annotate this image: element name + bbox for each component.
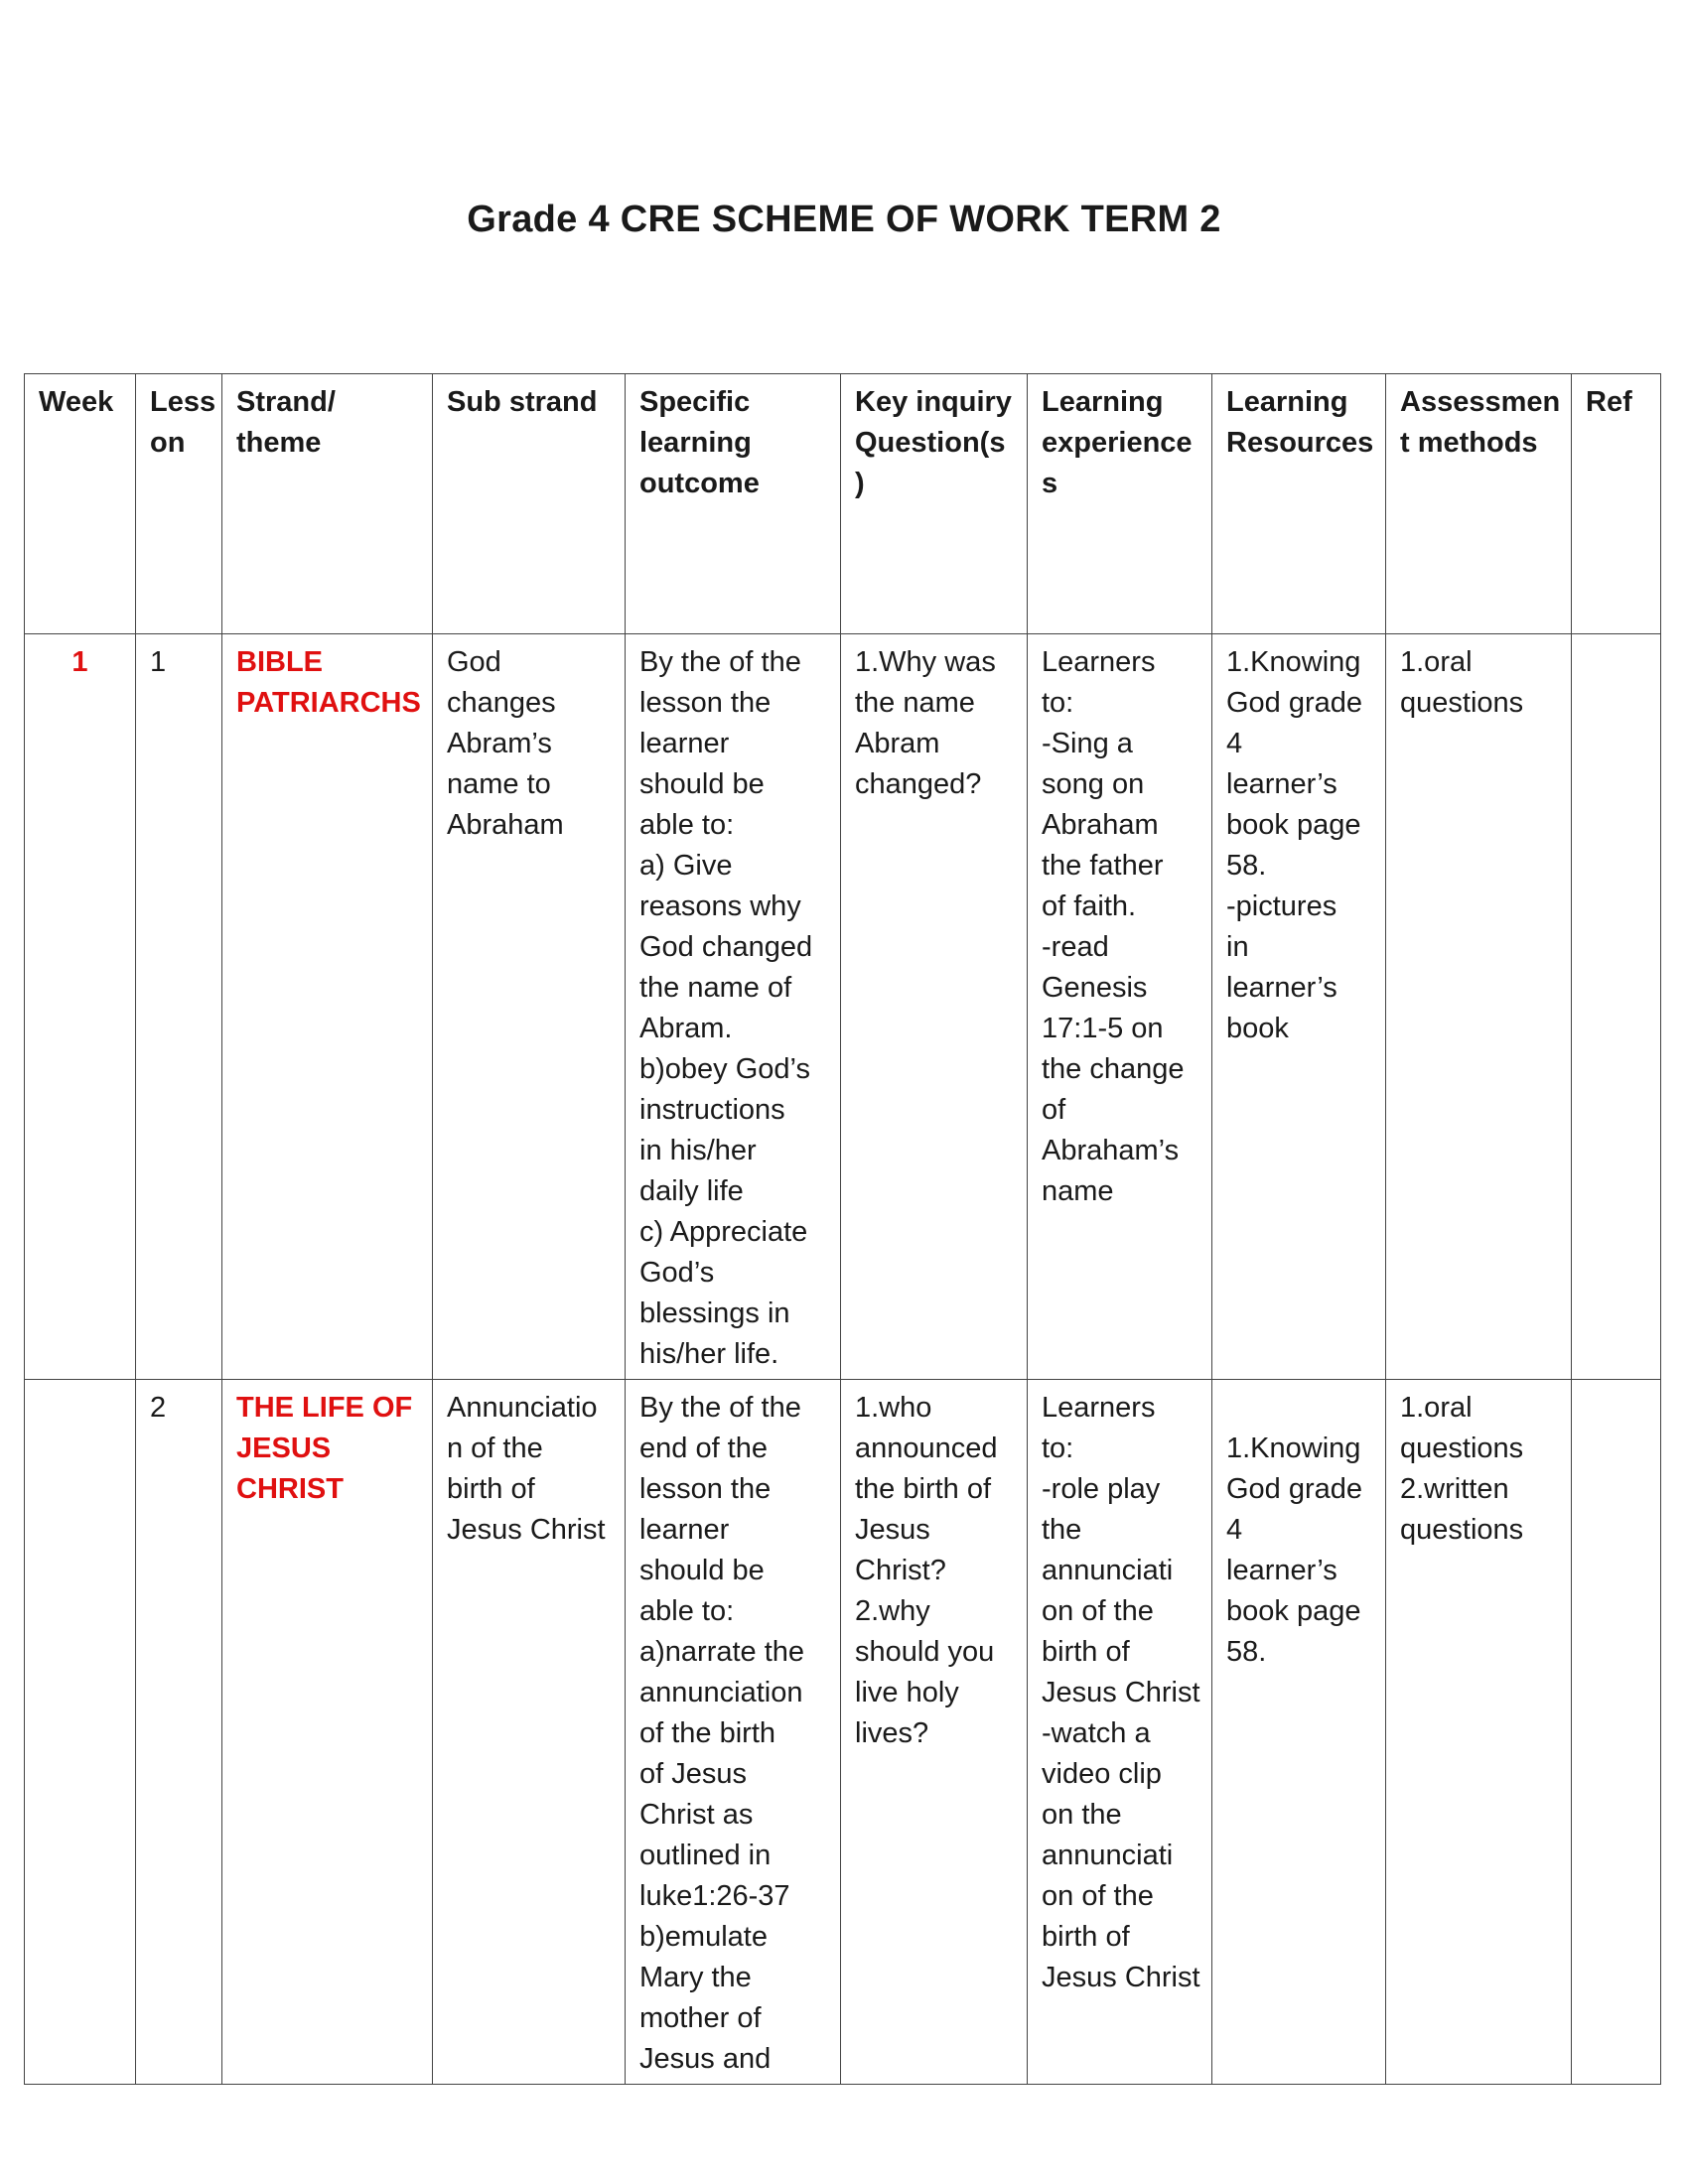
cell-text: -watch a	[1042, 1717, 1151, 1749]
cell-text: By the of the	[639, 1392, 801, 1424]
cell-text: in his/her	[639, 1135, 757, 1166]
cell-text: Jesus and	[639, 2043, 772, 2075]
cell-text: BIBLE	[236, 646, 323, 678]
table-row	[25, 1380, 1661, 2085]
cell-text: JESUS	[236, 1433, 332, 1464]
cell-text: 2.written	[1400, 1473, 1509, 1505]
cell-text: Jesus Christ	[1042, 1677, 1200, 1708]
cell-text: n of the	[447, 1433, 543, 1464]
cell-text: God changed	[639, 931, 813, 963]
header-text: theme	[236, 427, 322, 459]
cell-text: lesson the	[639, 687, 772, 719]
cell-outcome	[626, 1380, 841, 2085]
cell-text: lives?	[855, 1717, 929, 1749]
cell-text: Learners	[1042, 1392, 1156, 1424]
cell-text: birth of	[1042, 1636, 1130, 1668]
cell-text: 58.	[1226, 1636, 1267, 1668]
header-sub-strand	[433, 374, 626, 634]
cell-text: Jesus	[855, 1514, 930, 1546]
cell-text: in	[1226, 931, 1249, 963]
header-text: s	[1042, 468, 1058, 499]
header-assessment	[1386, 374, 1572, 634]
cell-text: God’s	[639, 1257, 715, 1289]
header-text: t methods	[1400, 427, 1538, 459]
cell-text: 1.Knowing	[1226, 646, 1361, 678]
header-inquiry	[841, 374, 1028, 634]
cell-text: By the of the	[639, 646, 801, 678]
cell-text: live holy	[855, 1677, 959, 1708]
cell-text: Jesus Christ	[1042, 1962, 1200, 1993]
header-text: outcome	[639, 468, 760, 499]
cell-text: 1.oral	[1400, 646, 1473, 678]
cell-week	[25, 1380, 136, 2085]
cell-text: birth of	[447, 1473, 535, 1505]
cell-lesson	[136, 1380, 222, 2085]
cell-text: Learners	[1042, 646, 1156, 678]
cell-text: Abraham’s	[1042, 1135, 1180, 1166]
cell-text: learner	[639, 1514, 730, 1546]
cell-text: Abraham	[1042, 809, 1159, 841]
cell-text: learner’s	[1226, 768, 1337, 800]
cell-text: end of the	[639, 1433, 768, 1464]
header-text: Week	[39, 386, 114, 418]
cell-text: on of the	[1042, 1595, 1154, 1627]
header-text: experience	[1042, 427, 1193, 459]
cell-text: changed?	[855, 768, 982, 800]
cell-text: on of the	[1042, 1880, 1154, 1912]
cell-text: God grade	[1226, 687, 1363, 719]
header-text: Learning	[1042, 386, 1164, 418]
cell-text: changes	[447, 687, 556, 719]
cell-text: song on	[1042, 768, 1145, 800]
cell-text: 4	[1226, 1514, 1243, 1546]
cell-text: 1.oral	[1400, 1392, 1473, 1424]
header-lesson	[136, 374, 222, 634]
cell-text: 1.Why was	[855, 646, 996, 678]
header-outcome	[626, 374, 841, 634]
cell-text: of Jesus	[639, 1758, 747, 1790]
cell-text: -Sing a	[1042, 728, 1133, 759]
cell-text: 1.Knowing	[1226, 1433, 1361, 1464]
cell-text: 2	[150, 1392, 167, 1424]
cell-text: 1	[150, 646, 167, 678]
cell-text: reasons why	[639, 890, 801, 922]
cell-text: questions	[1400, 1514, 1524, 1546]
cell-outcome	[626, 634, 841, 1380]
cell-strand	[222, 634, 433, 1380]
cell-text: book page	[1226, 1595, 1361, 1627]
cell-experiences	[1028, 1380, 1212, 2085]
cell-text: Christ?	[855, 1555, 946, 1586]
cell-text: luke1:26-37	[639, 1880, 790, 1912]
header-text: Sub strand	[447, 386, 598, 418]
cell-text: of the birth	[639, 1717, 776, 1749]
cell-text: questions	[1400, 1433, 1524, 1464]
cell-text: the	[1042, 1514, 1082, 1546]
cell-text: book	[1226, 1013, 1289, 1044]
cell-text: Abram’s	[447, 728, 552, 759]
cell-text: the birth of	[855, 1473, 992, 1505]
cell-text: mother of	[639, 2002, 762, 2034]
cell-text: should be	[639, 768, 765, 800]
header-strand	[222, 374, 433, 634]
cell-text: Christ as	[639, 1799, 754, 1831]
cell-text: the father	[1042, 850, 1164, 882]
cell-text: THE LIFE OF	[236, 1392, 413, 1424]
header-text: learning	[639, 427, 752, 459]
cell-text: lesson the	[639, 1473, 772, 1505]
header-text: Strand/	[236, 386, 336, 418]
cell-text: -pictures	[1226, 890, 1337, 922]
cell-text: on the	[1042, 1799, 1122, 1831]
cell-text: CHRIST	[236, 1473, 344, 1505]
header-text: Assessmen	[1400, 386, 1561, 418]
cell-text: b)obey God’s	[639, 1053, 810, 1085]
cell-lesson	[136, 634, 222, 1380]
cell-text: the name	[855, 687, 975, 719]
cell-text: annunciati	[1042, 1840, 1174, 1871]
cell-text: video clip	[1042, 1758, 1162, 1790]
cell-text: announced	[855, 1433, 998, 1464]
cell-text: should be	[639, 1555, 765, 1586]
cell-text: able to:	[639, 809, 735, 841]
header-text: Question(s	[855, 427, 1006, 459]
header-text: Learning	[1226, 386, 1348, 418]
table-row	[25, 634, 1661, 1380]
cell-text: 2.why	[855, 1595, 930, 1627]
cell-assessment	[1386, 1380, 1572, 2085]
cell-text: to:	[1042, 1433, 1074, 1464]
header-text: on	[150, 427, 186, 459]
cell-text: name	[1042, 1175, 1114, 1207]
header-week	[25, 374, 136, 634]
cell-sub-strand	[433, 1380, 626, 2085]
cell-sub-strand	[433, 634, 626, 1380]
cell-week	[25, 634, 136, 1380]
cell-text: the change	[1042, 1053, 1185, 1085]
cell-text: the name of	[639, 972, 792, 1004]
cell-text: blessings in	[639, 1297, 790, 1329]
cell-text: Abram	[855, 728, 940, 759]
cell-text: 1	[71, 646, 88, 678]
cell-text: annunciation	[639, 1677, 803, 1708]
cell-resources	[1212, 634, 1386, 1380]
cell-text: 17:1-5 on	[1042, 1013, 1164, 1044]
cell-text: learner’s	[1226, 972, 1337, 1004]
cell-text: 1.who	[855, 1392, 932, 1424]
header-text: Less	[150, 386, 216, 418]
header-text: )	[855, 468, 865, 499]
cell-text: book page	[1226, 809, 1361, 841]
cell-text: able to:	[639, 1595, 735, 1627]
cell-text: name to	[447, 768, 551, 800]
cell-text: Genesis	[1042, 972, 1148, 1004]
header-ref	[1572, 374, 1661, 634]
cell-text: God grade	[1226, 1473, 1363, 1505]
cell-text: instructions	[639, 1094, 785, 1126]
cell-text: questions	[1400, 687, 1524, 719]
header-resources	[1212, 374, 1386, 634]
cell-text: a)narrate the	[639, 1636, 805, 1668]
cell-resources	[1212, 1380, 1386, 2085]
document-title: Grade 4 CRE SCHEME OF WORK TERM 2	[467, 199, 1221, 240]
cell-text: Annunciatio	[447, 1392, 598, 1424]
header-text: Specific	[639, 386, 751, 418]
cell-ref	[1572, 1380, 1661, 2085]
cell-text: -role play	[1042, 1473, 1161, 1505]
cell-text: PATRIARCHS	[236, 687, 421, 719]
cell-text: Jesus Christ	[447, 1514, 606, 1546]
cell-text: daily life	[639, 1175, 744, 1207]
cell-text: c) Appreciate	[639, 1216, 808, 1248]
cell-text	[1226, 1388, 1371, 1429]
cell-inquiry	[841, 634, 1028, 1380]
header-text: Key inquiry	[855, 386, 1012, 418]
cell-text: 4	[1226, 728, 1243, 759]
cell-text: outlined in	[639, 1840, 772, 1871]
header-text: Ref	[1586, 386, 1632, 418]
cell-text: should you	[855, 1636, 995, 1668]
cell-text: b)emulate	[639, 1921, 768, 1953]
cell-text: Abraham	[447, 809, 564, 841]
cell-assessment	[1386, 634, 1572, 1380]
cell-text: his/her life.	[639, 1338, 779, 1370]
cell-text: birth of	[1042, 1921, 1130, 1953]
cell-text: of	[1042, 1094, 1066, 1126]
cell-text: annunciati	[1042, 1555, 1174, 1586]
cell-text: God	[447, 646, 501, 678]
cell-text: -read	[1042, 931, 1109, 963]
cell-text: 58.	[1226, 850, 1267, 882]
cell-experiences	[1028, 634, 1212, 1380]
cell-ref	[1572, 634, 1661, 1380]
cell-text: a) Give	[639, 850, 733, 882]
cell-text: to:	[1042, 687, 1074, 719]
cell-text: learner	[639, 728, 730, 759]
header-experiences	[1028, 374, 1212, 634]
cell-text: Mary the	[639, 1962, 752, 1993]
cell-text: Abram.	[639, 1013, 733, 1044]
cell-strand	[222, 1380, 433, 2085]
scheme-of-work-table	[24, 373, 1661, 2085]
header-text: Resources	[1226, 427, 1374, 459]
table-header-row	[25, 374, 1661, 634]
cell-text: learner’s	[1226, 1555, 1337, 1586]
cell-inquiry	[841, 1380, 1028, 2085]
cell-text: of faith.	[1042, 890, 1137, 922]
